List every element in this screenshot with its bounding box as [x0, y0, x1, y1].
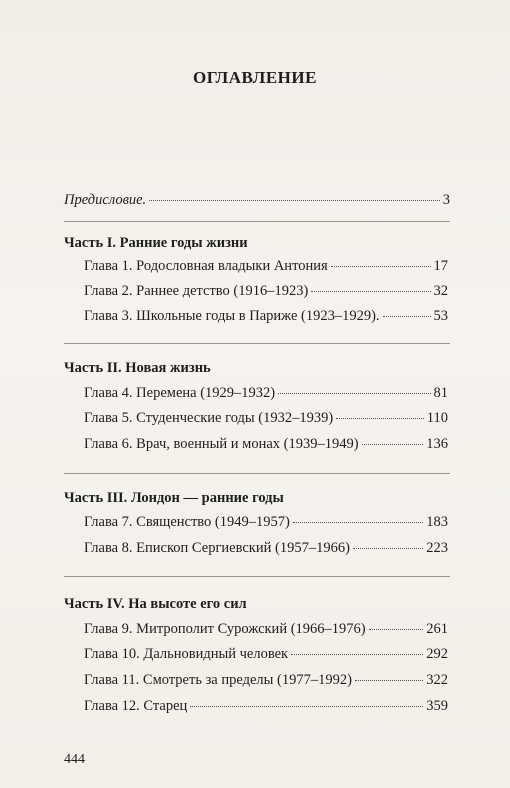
- part-heading: Часть III. Лондон — ранние годы: [64, 490, 284, 506]
- toc-row-chapter: [84, 410, 448, 427]
- leader-dots: [291, 654, 423, 655]
- toc-label: Глава 6. Врач, военный и монах (1939–1949): [84, 436, 359, 452]
- toc-page-number: 32: [433, 283, 448, 299]
- toc-page-number: 53: [433, 308, 448, 324]
- toc-page-number: 136: [426, 436, 448, 452]
- section-divider: [64, 343, 450, 344]
- toc-label: Глава 9. Митрополит Сурожский (1966–1976): [84, 621, 366, 637]
- toc-row-chapter: [84, 646, 448, 663]
- section-divider: [64, 473, 450, 474]
- toc-row-chapter: [84, 258, 448, 275]
- toc-page-number: 3: [442, 192, 450, 208]
- toc-label: Глава 10. Дальновидный человек: [84, 646, 289, 662]
- toc-label: Глава 12. Старец: [84, 698, 188, 714]
- leader-dots: [369, 629, 424, 630]
- toc-page-number: 261: [426, 621, 448, 637]
- toc-page-number: 322: [426, 672, 448, 688]
- toc-title: ОГЛАВЛЕНИЕ: [193, 68, 317, 87]
- toc-label: Глава 4. Перемена (1929–1932): [84, 385, 276, 401]
- leader-dots: [311, 291, 430, 292]
- toc-page-number: 81: [433, 385, 448, 401]
- leader-dots: [336, 418, 424, 419]
- toc-label: Предисловие.: [64, 192, 147, 208]
- toc-label: Глава 1. Родословная владыки Антония: [84, 258, 328, 274]
- leader-dots: [383, 316, 431, 317]
- toc-page-number: 292: [426, 646, 448, 662]
- toc-row-chapter: [84, 283, 448, 300]
- part-heading: Часть II. Новая жизнь: [64, 360, 211, 376]
- toc-label: Глава 5. Студенческие годы (1932–1939): [84, 410, 334, 426]
- section-divider: [64, 576, 450, 577]
- toc-label: Глава 11. Смотреть за пределы (1977–1992): [84, 672, 352, 688]
- toc-row-chapter: [84, 672, 448, 689]
- toc-page-number: 110: [426, 410, 448, 426]
- toc-row-preface: [64, 192, 450, 209]
- toc-row-chapter: [84, 698, 448, 715]
- toc-row-chapter: [84, 385, 448, 402]
- part-heading: Часть I. Ранние годы жизни: [64, 235, 248, 251]
- section-divider: [64, 221, 450, 222]
- page-number-folio: 444: [64, 752, 85, 767]
- toc-row-chapter: [84, 540, 448, 557]
- toc-label: Глава 8. Епископ Сергиевский (1957–1966): [84, 540, 350, 556]
- leader-dots: [331, 266, 431, 267]
- toc-page-number: 17: [433, 258, 448, 274]
- leader-dots: [278, 393, 430, 394]
- toc-page-number: 359: [426, 698, 448, 714]
- toc-row-chapter: [84, 514, 448, 531]
- toc-label: Глава 2. Раннее детство (1916–1923): [84, 283, 309, 299]
- toc-page-number: 183: [426, 514, 448, 530]
- toc-label: Глава 3. Школьные годы в Париже (1923–1929).: [84, 308, 380, 324]
- leader-dots: [353, 548, 423, 549]
- toc-row-chapter: [84, 436, 448, 453]
- part-heading: Часть IV. На высоте его сил: [64, 596, 247, 612]
- toc-page-number: 223: [426, 540, 448, 556]
- leader-dots: [355, 680, 423, 681]
- leader-dots: [293, 522, 423, 523]
- leader-dots: [362, 444, 424, 445]
- toc-label: Глава 7. Священство (1949–1957): [84, 514, 290, 530]
- leader-dots: [190, 706, 423, 707]
- toc-row-chapter: [84, 621, 448, 638]
- leader-dots: [149, 200, 440, 201]
- toc-row-chapter: [84, 308, 448, 325]
